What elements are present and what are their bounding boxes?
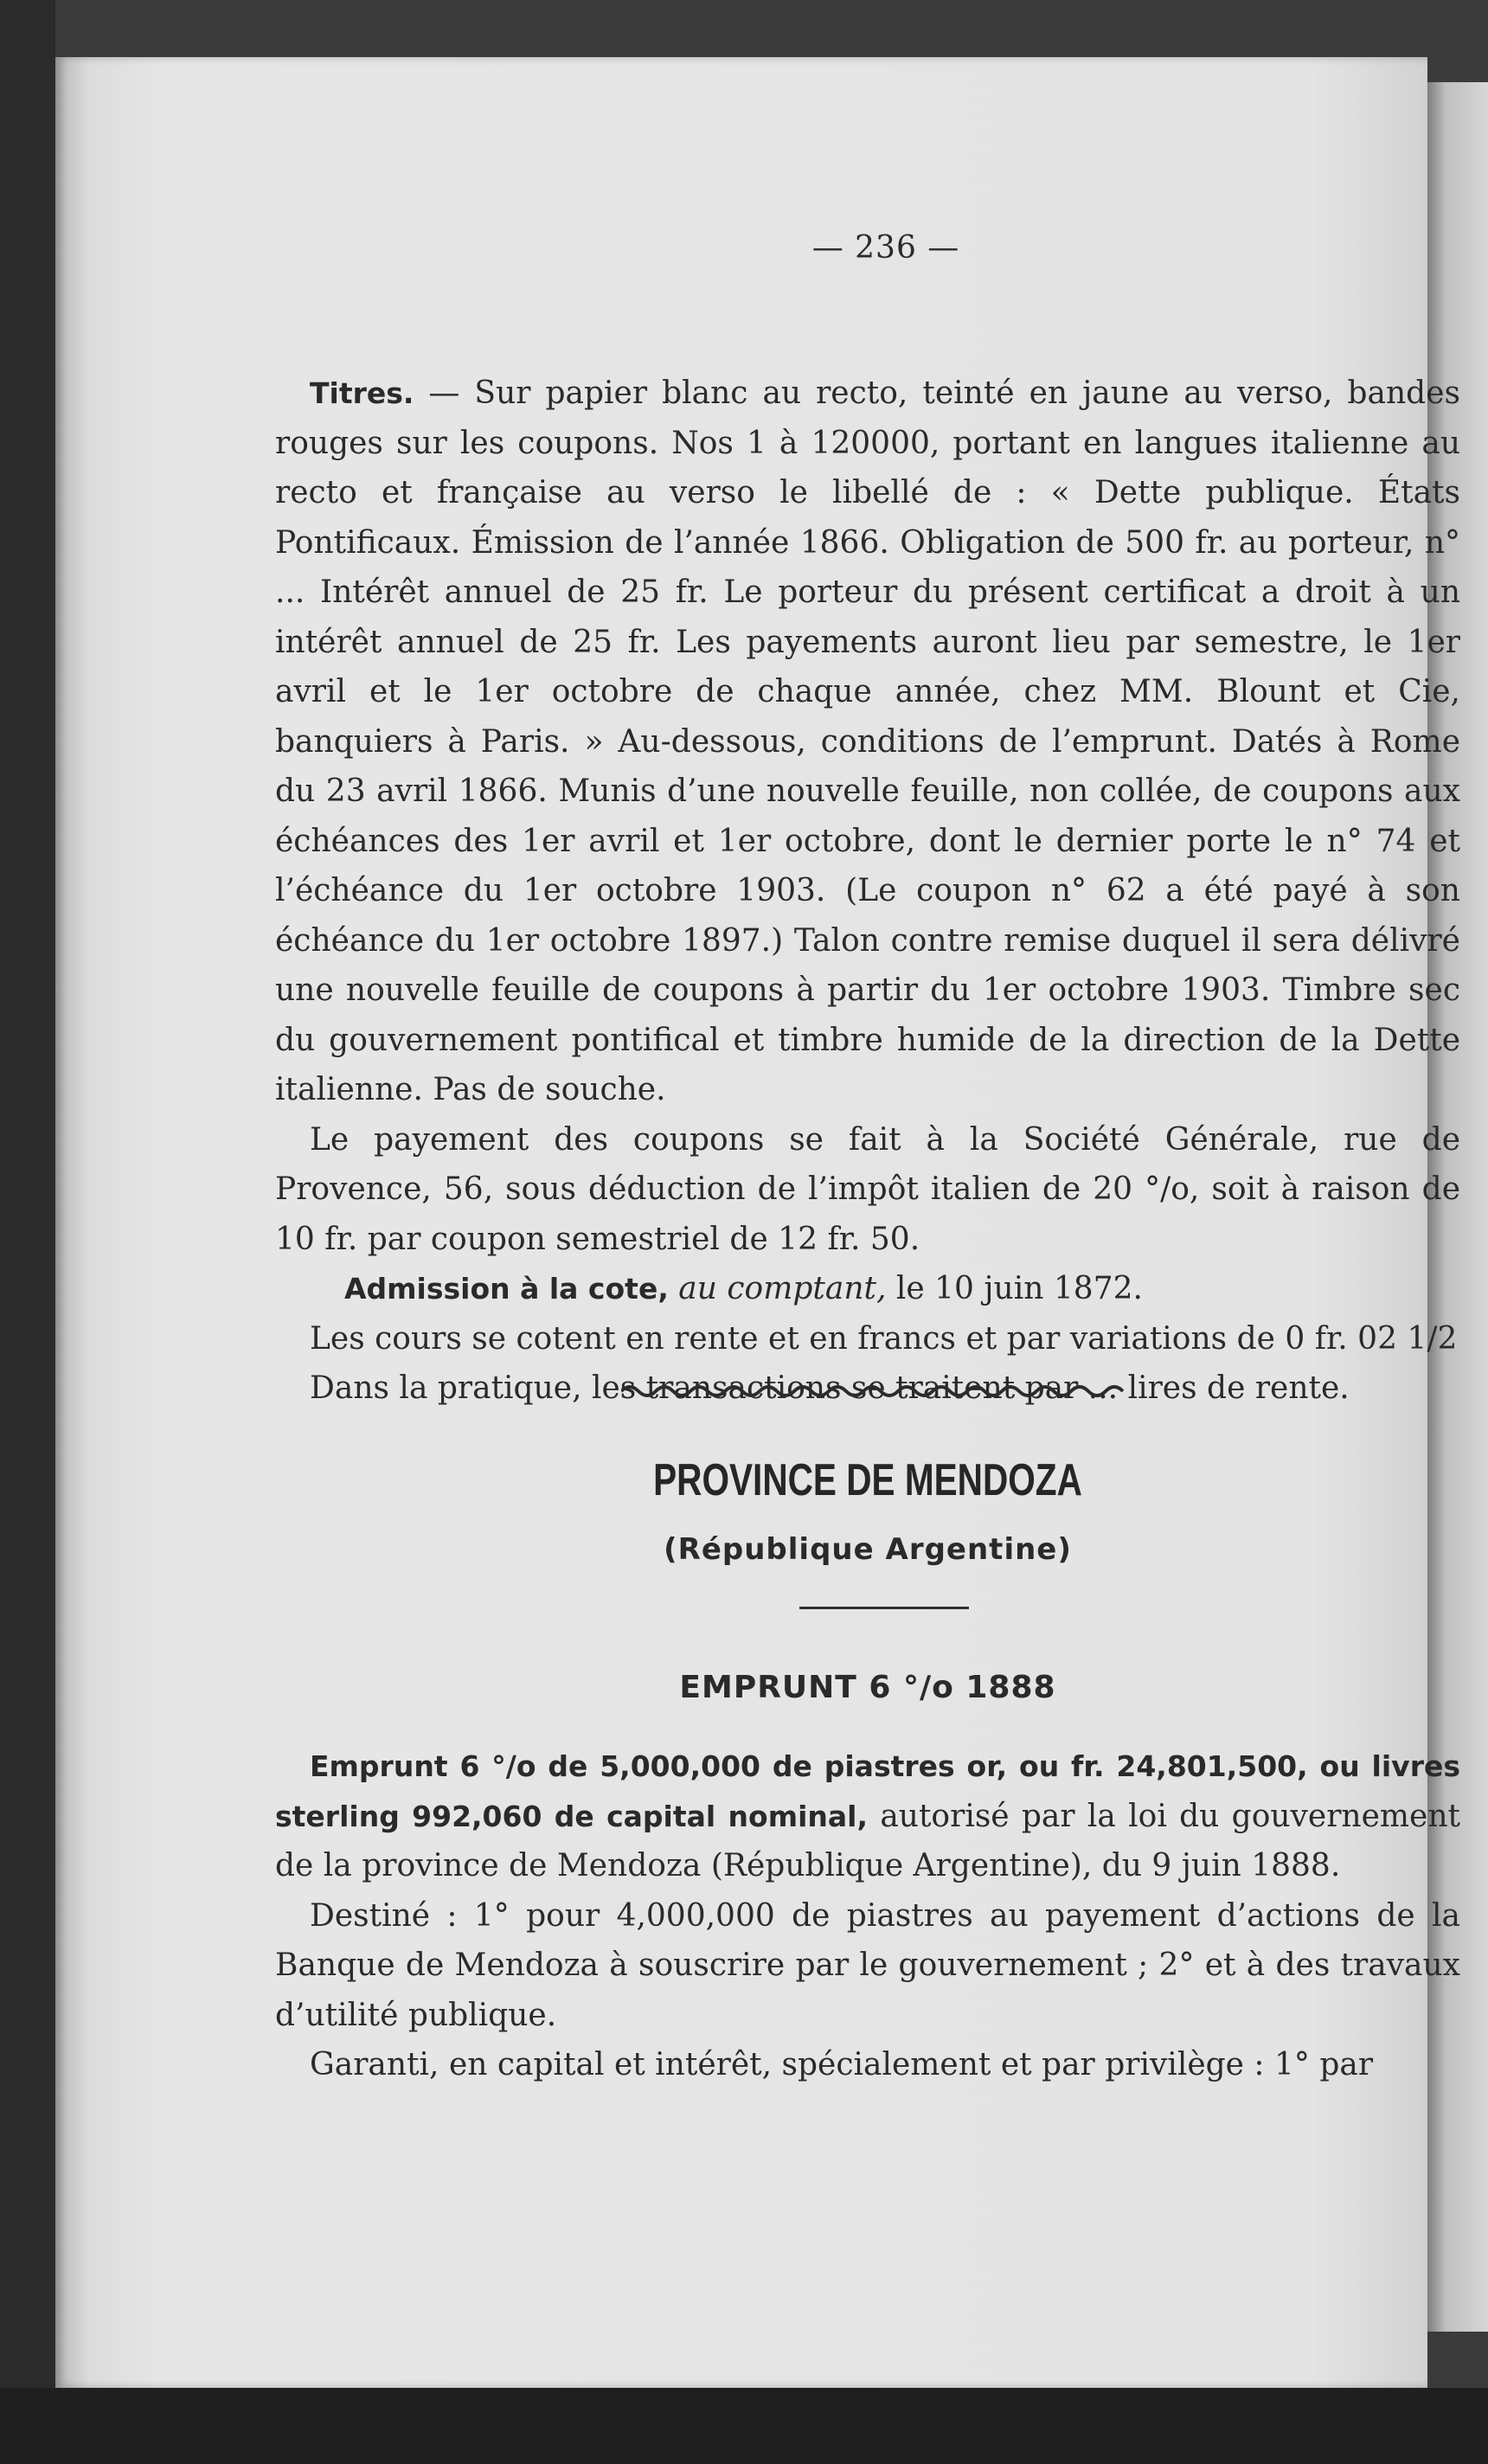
section-rule bbox=[799, 1607, 969, 1609]
book-page bbox=[55, 57, 1460, 2388]
mendoza-section bbox=[275, 1742, 1460, 2090]
emprunt-paragraph bbox=[275, 1742, 1460, 1891]
ornamental-rule bbox=[621, 1383, 1133, 1400]
emprunt-bold: Emprunt 6 °/o de 5,000,000 de piastres or, ou fr. 24,801,500, ou livres sterling 992,060 de capital nominal, bbox=[275, 1749, 1460, 1833]
destine-paragraph: Destiné : 1° pour 4,000,000 de piastres au payement d’actions de la Banque de Mendoza à souscrire par le gouvernement ; 2° et à des travaux d’utilité publique. bbox=[275, 1897, 1460, 2033]
garanti-paragraph: Garanti, en capital et intérêt, spécialement et par privilège : 1° par bbox=[310, 2047, 1374, 2082]
loan-title: EMPRUNT 6 °/o 1888 bbox=[679, 1670, 1056, 1705]
admission-paragraph bbox=[275, 1264, 1460, 1314]
titres-label: Titres. bbox=[310, 376, 414, 410]
scan-bottom-edge bbox=[0, 2388, 1488, 2464]
titres-section bbox=[275, 369, 1460, 1414]
admission-italic: au comptant, bbox=[668, 1271, 887, 1306]
pratique-paragraph: Dans la pratique, les transactions se traitent par ... lires de rente. bbox=[310, 1370, 1350, 1406]
admission-rest: le 10 juin 1872. bbox=[886, 1271, 1143, 1306]
titres-text: — Sur papier blanc au recto, teinté en jaune au verso, bandes rouges sur les coupons. Nos 1 à 120000, portant en langues italienne au recto et française au verso le libellé de : « Dette publique. États Pontificaux. Émission de l’année 1866. Obligation de 500 fr. au porteur, n° ... Intérêt annuel de 25 fr. Le porteur du présent certificat a droit à un intérêt annuel de 25 fr. Les payements auront lieu par semestre, le 1er avril et le 1er octobre de chaque année, chez MM. Blount et Cie, banquiers à Paris. » Au-dessous, conditions de l’emprunt. Datés à Rome du 23 avril 1866. Munis d’une nouvelle feuille, non collée, de coupons aux échéances des 1er avril et 1er octobre, dont le dernier porte le n° 74 et l’échéance du 1er octobre 1903. (Le coupon n° 62 a été payé à son échéance du 1er octobre 1897.) Talon contre remise duquel il sera délivré une nouvelle feuille de coupons à partir du 1er octobre 1903. Timbre sec du gouvernement pontifical et timbre humide de la direction de la Dette italienne. Pas de souche. bbox=[275, 375, 1460, 1107]
emprunt-rest: autorisé par la loi du gouvernement de la province de Mendoza (République Argentine), du 9 juin 1888. bbox=[275, 1798, 1460, 1883]
scan-left-edge bbox=[0, 0, 55, 2464]
province-title: PROVINCE DE MENDOZA bbox=[653, 1455, 1082, 1505]
province-subtitle: (République Argentine) bbox=[664, 1532, 1072, 1567]
payment-paragraph: Le payement des coupons se fait à la Société Générale, rue de Provence, 56, sous déduction de l’impôt italien de 20 °/o, soit à raison de 10 fr. par coupon semestriel de 12 fr. 50. bbox=[275, 1121, 1460, 1257]
page-number: — 236 — bbox=[811, 230, 960, 266]
cours-paragraph: Les cours se cotent en rente et en francs et par variations de 0 fr. 02 1/2 bbox=[310, 1320, 1458, 1357]
titres-paragraph bbox=[275, 369, 1460, 1115]
admission-label: Admission à la cote, bbox=[344, 1272, 669, 1306]
